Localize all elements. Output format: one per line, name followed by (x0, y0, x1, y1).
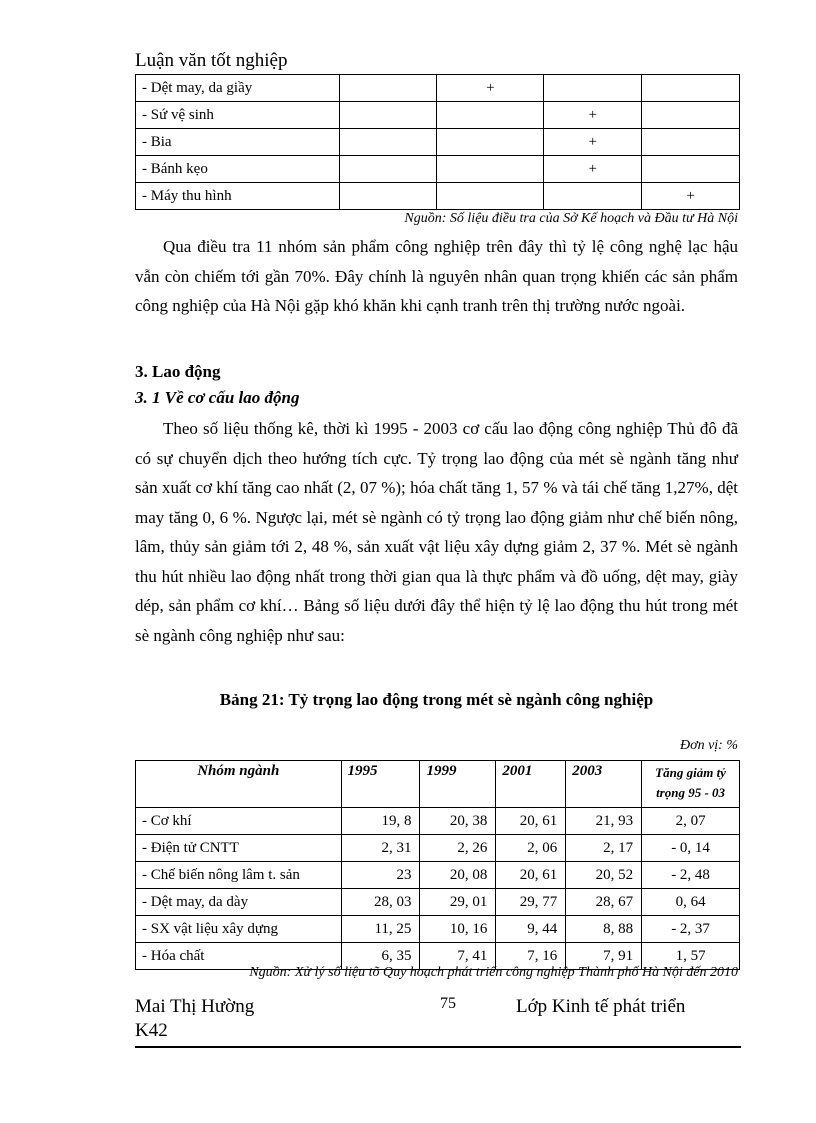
table2-value-cell: 19, 8 (341, 808, 420, 835)
table1-cell: + (437, 75, 544, 102)
table2-value-cell: - 2, 48 (642, 862, 740, 889)
table2-value-cell: 7, 41 (420, 943, 496, 970)
table2-value-cell: 21, 93 (566, 808, 642, 835)
table1-cell (339, 156, 437, 183)
table2-value-cell: 9, 44 (496, 916, 566, 943)
labor-share-table (135, 760, 740, 970)
table2-row-label: - SX vật liệu xây dựng (136, 916, 342, 943)
table2-value-cell: 2, 07 (642, 808, 740, 835)
table1-cell (339, 183, 437, 210)
table2-row-label: - Điện tử CNTT (136, 835, 342, 862)
table2-value-cell: 20, 61 (496, 862, 566, 889)
table1-cell (437, 129, 544, 156)
table2-value-cell: 2, 31 (341, 835, 420, 862)
footer-cohort: K42 (135, 1020, 168, 1041)
footer-author: Mai Thị Hường (135, 996, 255, 1017)
table2-row-label: - Cơ khí (136, 808, 342, 835)
table2-value-cell: 2, 17 (566, 835, 642, 862)
table2-header-row (136, 761, 740, 808)
table2-value-cell: 28, 03 (341, 889, 420, 916)
table1-row-label: - Sứ vệ sinh (136, 102, 340, 129)
table2-value-cell: 29, 77 (496, 889, 566, 916)
table2-header-cell: 2003 (566, 761, 642, 808)
section-heading-labor: 3. Lao động (135, 362, 221, 381)
table1-row (136, 183, 740, 210)
table2-row-label: - Hóa chất (136, 943, 342, 970)
table1-row-label: - Máy thu hình (136, 183, 340, 210)
footer-rule (135, 1046, 741, 1048)
table2-value-cell: 28, 67 (566, 889, 642, 916)
table1-cell (339, 129, 437, 156)
table1-cell: + (642, 183, 740, 210)
subsection-heading-labor-structure: 3. 1 Về cơ cấu lao động (135, 388, 300, 407)
table1-row (136, 156, 740, 183)
table1-cell (339, 75, 437, 102)
table1-cell (642, 102, 740, 129)
table2-header-cell: 2001 (496, 761, 566, 808)
table1-row-label: - Bia (136, 129, 340, 156)
table2-value-cell: 23 (341, 862, 420, 889)
table2-value-cell: 1, 57 (642, 943, 740, 970)
table2-value-cell: 29, 01 (420, 889, 496, 916)
table1-row (136, 75, 740, 102)
table1-cell: + (544, 129, 642, 156)
table1-row-label: - Bánh kẹo (136, 156, 340, 183)
table1-cell (642, 129, 740, 156)
table1-cell: + (544, 156, 642, 183)
table1-cell (339, 102, 437, 129)
table1-source: Nguồn: Số liệu điều tra của Sở Kế hoạch và Đầu tư Hà Nội (404, 211, 738, 226)
paragraph-technology: Qua điều tra 11 nhóm sản phẩm công nghiệp trên đây thì tỷ lệ công nghệ lạc hậu vẫn còn chiếm tới gần 70%. Đây chính là nguyên nhân quan trọng khiến các sản phẩm công nghiệp của Hà Nội gặp khó khăn khi cạnh tranh trên thị trường nước ngoài. (135, 237, 738, 315)
table2-value-cell: 8, 88 (566, 916, 642, 943)
table2-row (136, 808, 740, 835)
table2-header-cell: Tăng giảm tỷ trọng 95 - 03 (642, 761, 740, 808)
table1-cell (437, 156, 544, 183)
table2-value-cell: - 2, 37 (642, 916, 740, 943)
table2-value-cell: 11, 25 (341, 916, 420, 943)
page-number: 75 (440, 995, 456, 1012)
table2-row (136, 862, 740, 889)
table1-row (136, 129, 740, 156)
table2-value-cell: 0, 64 (642, 889, 740, 916)
table1-cell (544, 183, 642, 210)
paragraph-labor-structure: Theo số liệu thống kê, thời kì 1995 - 2003 cơ cấu lao động công nghiệp Thủ đô đã có sự chuyển dịch theo hướng tích cực. Tỷ trọng lao động của mét sè ngành tăng như sản xuất cơ khí tăng cao nhất (2, 07 %); hóa chất tăng 1, 57 % và tái chế tăng 1,27%, dệt may tăng 0, 6 %. Ngược lại, mét sè ngành có tỷ trọng lao động giảm như chế biến nông, lâm, thủy sản giảm tới 2, 48 %, sản xuất vật liệu xây dựng giảm 2, 37 %. Mét sè ngành thu hút nhiều lao động nhất trong thời gian qua là thực phẩm và đồ uống, dệt may, giày dép, sản phẩm cơ khí… Bảng số liệu dưới đây thể hiện tỷ lệ lao động thu hút trong mét sè ngành công nghiệp như sau: (135, 419, 738, 645)
table2-header-cell: 1995 (341, 761, 420, 808)
table1-row (136, 102, 740, 129)
table2-row (136, 835, 740, 862)
table2-value-cell: 10, 16 (420, 916, 496, 943)
table2-caption: Bảng 21: Tỷ trọng lao động trong mét sè ngành công nghiệp (219, 690, 654, 709)
table2-value-cell: - 0, 14 (642, 835, 740, 862)
table2-unit: Đơn vị: % (679, 738, 738, 753)
table1-cell (642, 75, 740, 102)
table2-value-cell: 7, 91 (566, 943, 642, 970)
table1-cell (437, 183, 544, 210)
table2-row (136, 889, 740, 916)
table2-row (136, 916, 740, 943)
table2-value-cell: 2, 06 (496, 835, 566, 862)
table2-header-cell: 1999 (420, 761, 496, 808)
table2-row-label: - Dệt may, da dày (136, 889, 342, 916)
table2-value-cell: 20, 61 (496, 808, 566, 835)
table1-row-label: - Dệt may, da giầy (136, 75, 340, 102)
table2-value-cell: 20, 08 (420, 862, 496, 889)
table2-header-cell: Nhóm ngành (136, 761, 342, 808)
footer-class-name: Lớp Kinh tế phát triển (516, 996, 686, 1017)
table1-cell: + (544, 102, 642, 129)
table2-value-cell: 20, 38 (420, 808, 496, 835)
table2-source: Nguồn: Xử lý số liệu tõ Quy hoạch phát triển công nghiệp Thành phố Hà Nội đến 2010 (249, 965, 738, 980)
technology-level-table (135, 74, 740, 210)
table2-value-cell: 20, 52 (566, 862, 642, 889)
table2-value-cell: 6, 35 (341, 943, 420, 970)
table1-cell (642, 156, 740, 183)
table2-value-cell: 7, 16 (496, 943, 566, 970)
table2-value-cell: 2, 26 (420, 835, 496, 862)
table1-cell (437, 102, 544, 129)
table1-cell (544, 75, 642, 102)
table2-row-label: - Chế biến nông lâm t. sản (136, 862, 342, 889)
document-header: Luận văn tốt nghiệp (135, 50, 288, 71)
